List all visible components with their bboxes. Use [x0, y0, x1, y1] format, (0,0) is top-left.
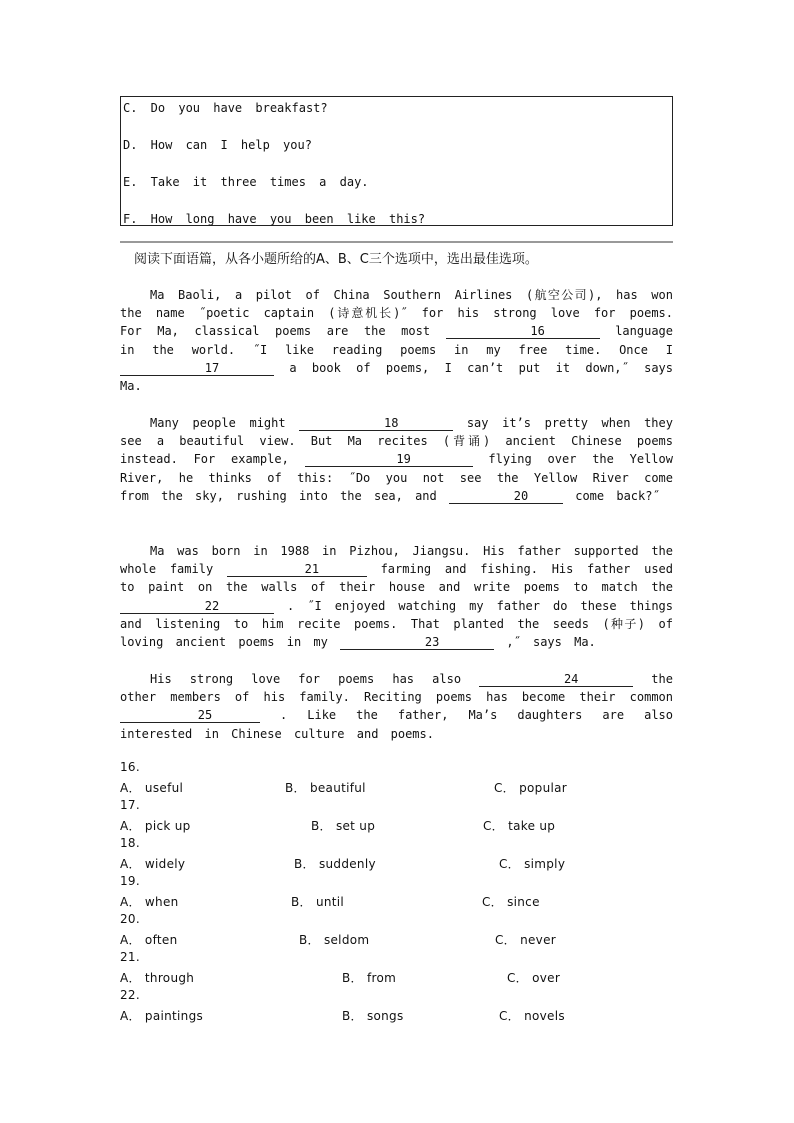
option-c[interactable]: C． popular — [494, 781, 567, 795]
passage-paragraph-3 — [120, 542, 673, 651]
blank-22: 22 — [120, 599, 274, 614]
passage-text: say it’s pretty when they see a beautiful view. But Ma recites (背诵) ancient Chinese poems instead. For example, — [120, 416, 673, 467]
section-divider — [120, 241, 673, 243]
passage-text: . ˝I enjoyed watching my father do these things and listening to him recite poems. That planted the seeds (种子) of loving ancient poems in my — [120, 598, 673, 650]
answer-row — [120, 817, 673, 836]
option-b[interactable]: B． songs — [342, 1009, 404, 1023]
passage-text: His strong love for poems has also — [150, 672, 462, 686]
answer-row — [120, 779, 673, 798]
option-a[interactable]: A． useful — [120, 781, 184, 795]
option-c[interactable]: C． simply — [499, 857, 566, 871]
question-number: 22. — [120, 988, 140, 1002]
blank-24: 24 — [479, 672, 633, 687]
passage-text: language in the world. ˝I like reading poems in my free time. Once I — [120, 324, 673, 357]
question-number: 17. — [120, 798, 140, 812]
answer-row — [120, 893, 673, 912]
passage-paragraph-4 — [120, 670, 673, 743]
passage-text: flying over the Yellow River, he thinks of this: ˝Do you not see the Yellow River come from the sky, rushing into the sea, and — [120, 452, 673, 503]
answer-row — [120, 1007, 673, 1026]
question-list — [120, 760, 673, 1026]
passage-text: come back?˝ — [575, 488, 660, 503]
option-c: C. Do you have breakfast? — [123, 101, 328, 115]
passage-text: Ma Baoli, a pilot of China Southern Airlines (航空公司), has won the name ˝poetic captain (诗意机长)˝ for his strong love for poems. For Ma, classical poems are the most — [120, 288, 673, 339]
option-a[interactable]: A． widely — [120, 857, 186, 871]
question-number: 18. — [120, 836, 140, 850]
question-number: 16. — [120, 760, 140, 774]
option-b[interactable]: B． suddenly — [294, 857, 376, 871]
passage-text: a book of poems, I can’t put it down,˝ says Ma. — [120, 360, 673, 394]
passage-text: ,˝ says Ma. — [506, 635, 596, 650]
question-number: 20. — [120, 912, 140, 926]
blank-16: 16 — [446, 324, 600, 339]
answer-row — [120, 931, 673, 950]
option-b[interactable]: B． until — [291, 895, 345, 909]
option-a[interactable]: A． through — [120, 971, 195, 985]
option-b[interactable]: B． beautiful — [285, 781, 366, 795]
answer-row — [120, 969, 673, 988]
option-b[interactable]: B． set up — [311, 819, 376, 833]
option-a[interactable]: A． often — [120, 933, 178, 947]
blank-25: 25 — [120, 708, 260, 723]
option-a[interactable]: A． paintings — [120, 1009, 204, 1023]
blank-19: 19 — [305, 452, 473, 467]
question-number: 19. — [120, 874, 140, 888]
passage-text: Ma was born in 1988 in Pizhou, Jiangsu. His father supported the whole family — [120, 544, 673, 577]
option-c[interactable]: C． never — [495, 933, 556, 947]
option-c[interactable]: C． take up — [483, 819, 556, 833]
passage-text: . Like the father, Ma’s daughters are also interested in Chinese culture and poems. — [120, 708, 673, 741]
passage-paragraph-2 — [120, 414, 673, 505]
option-c[interactable]: C． novels — [499, 1009, 565, 1023]
option-a[interactable]: A． when — [120, 895, 179, 909]
option-c[interactable]: C． over — [507, 971, 561, 985]
blank-17: 17 — [120, 361, 274, 376]
question-number: 21. — [120, 950, 140, 964]
option-b[interactable]: B． from — [342, 971, 397, 985]
blank-20: 20 — [449, 489, 563, 504]
passage-text: farming and fishing. His father used to paint on the walls of their house and write poems to match the — [120, 562, 673, 595]
passage-paragraph-1 — [120, 286, 673, 395]
blank-21: 21 — [227, 562, 367, 577]
option-c[interactable]: C． since — [482, 895, 540, 909]
options-box — [120, 96, 673, 226]
blank-18: 18 — [299, 416, 453, 431]
blank-23: 23 — [340, 635, 494, 650]
passage-text: Many people might — [150, 416, 286, 430]
option-f: F. How long have you been like this? — [123, 212, 426, 226]
instruction-text: 阅读下面语篇，从各小题所给的A、B、C三个选项中，选出最佳选项。 — [134, 252, 538, 267]
option-d: D. How can I help you? — [123, 138, 312, 152]
worksheet-page — [120, 96, 673, 1023]
option-e: E. Take it three times a day. — [123, 175, 369, 189]
option-a[interactable]: A． pick up — [120, 819, 191, 833]
answer-row — [120, 855, 673, 874]
passage-text: the other members of his family. Reciting poems has become their common — [120, 672, 673, 705]
option-b[interactable]: B． seldom — [299, 933, 370, 947]
